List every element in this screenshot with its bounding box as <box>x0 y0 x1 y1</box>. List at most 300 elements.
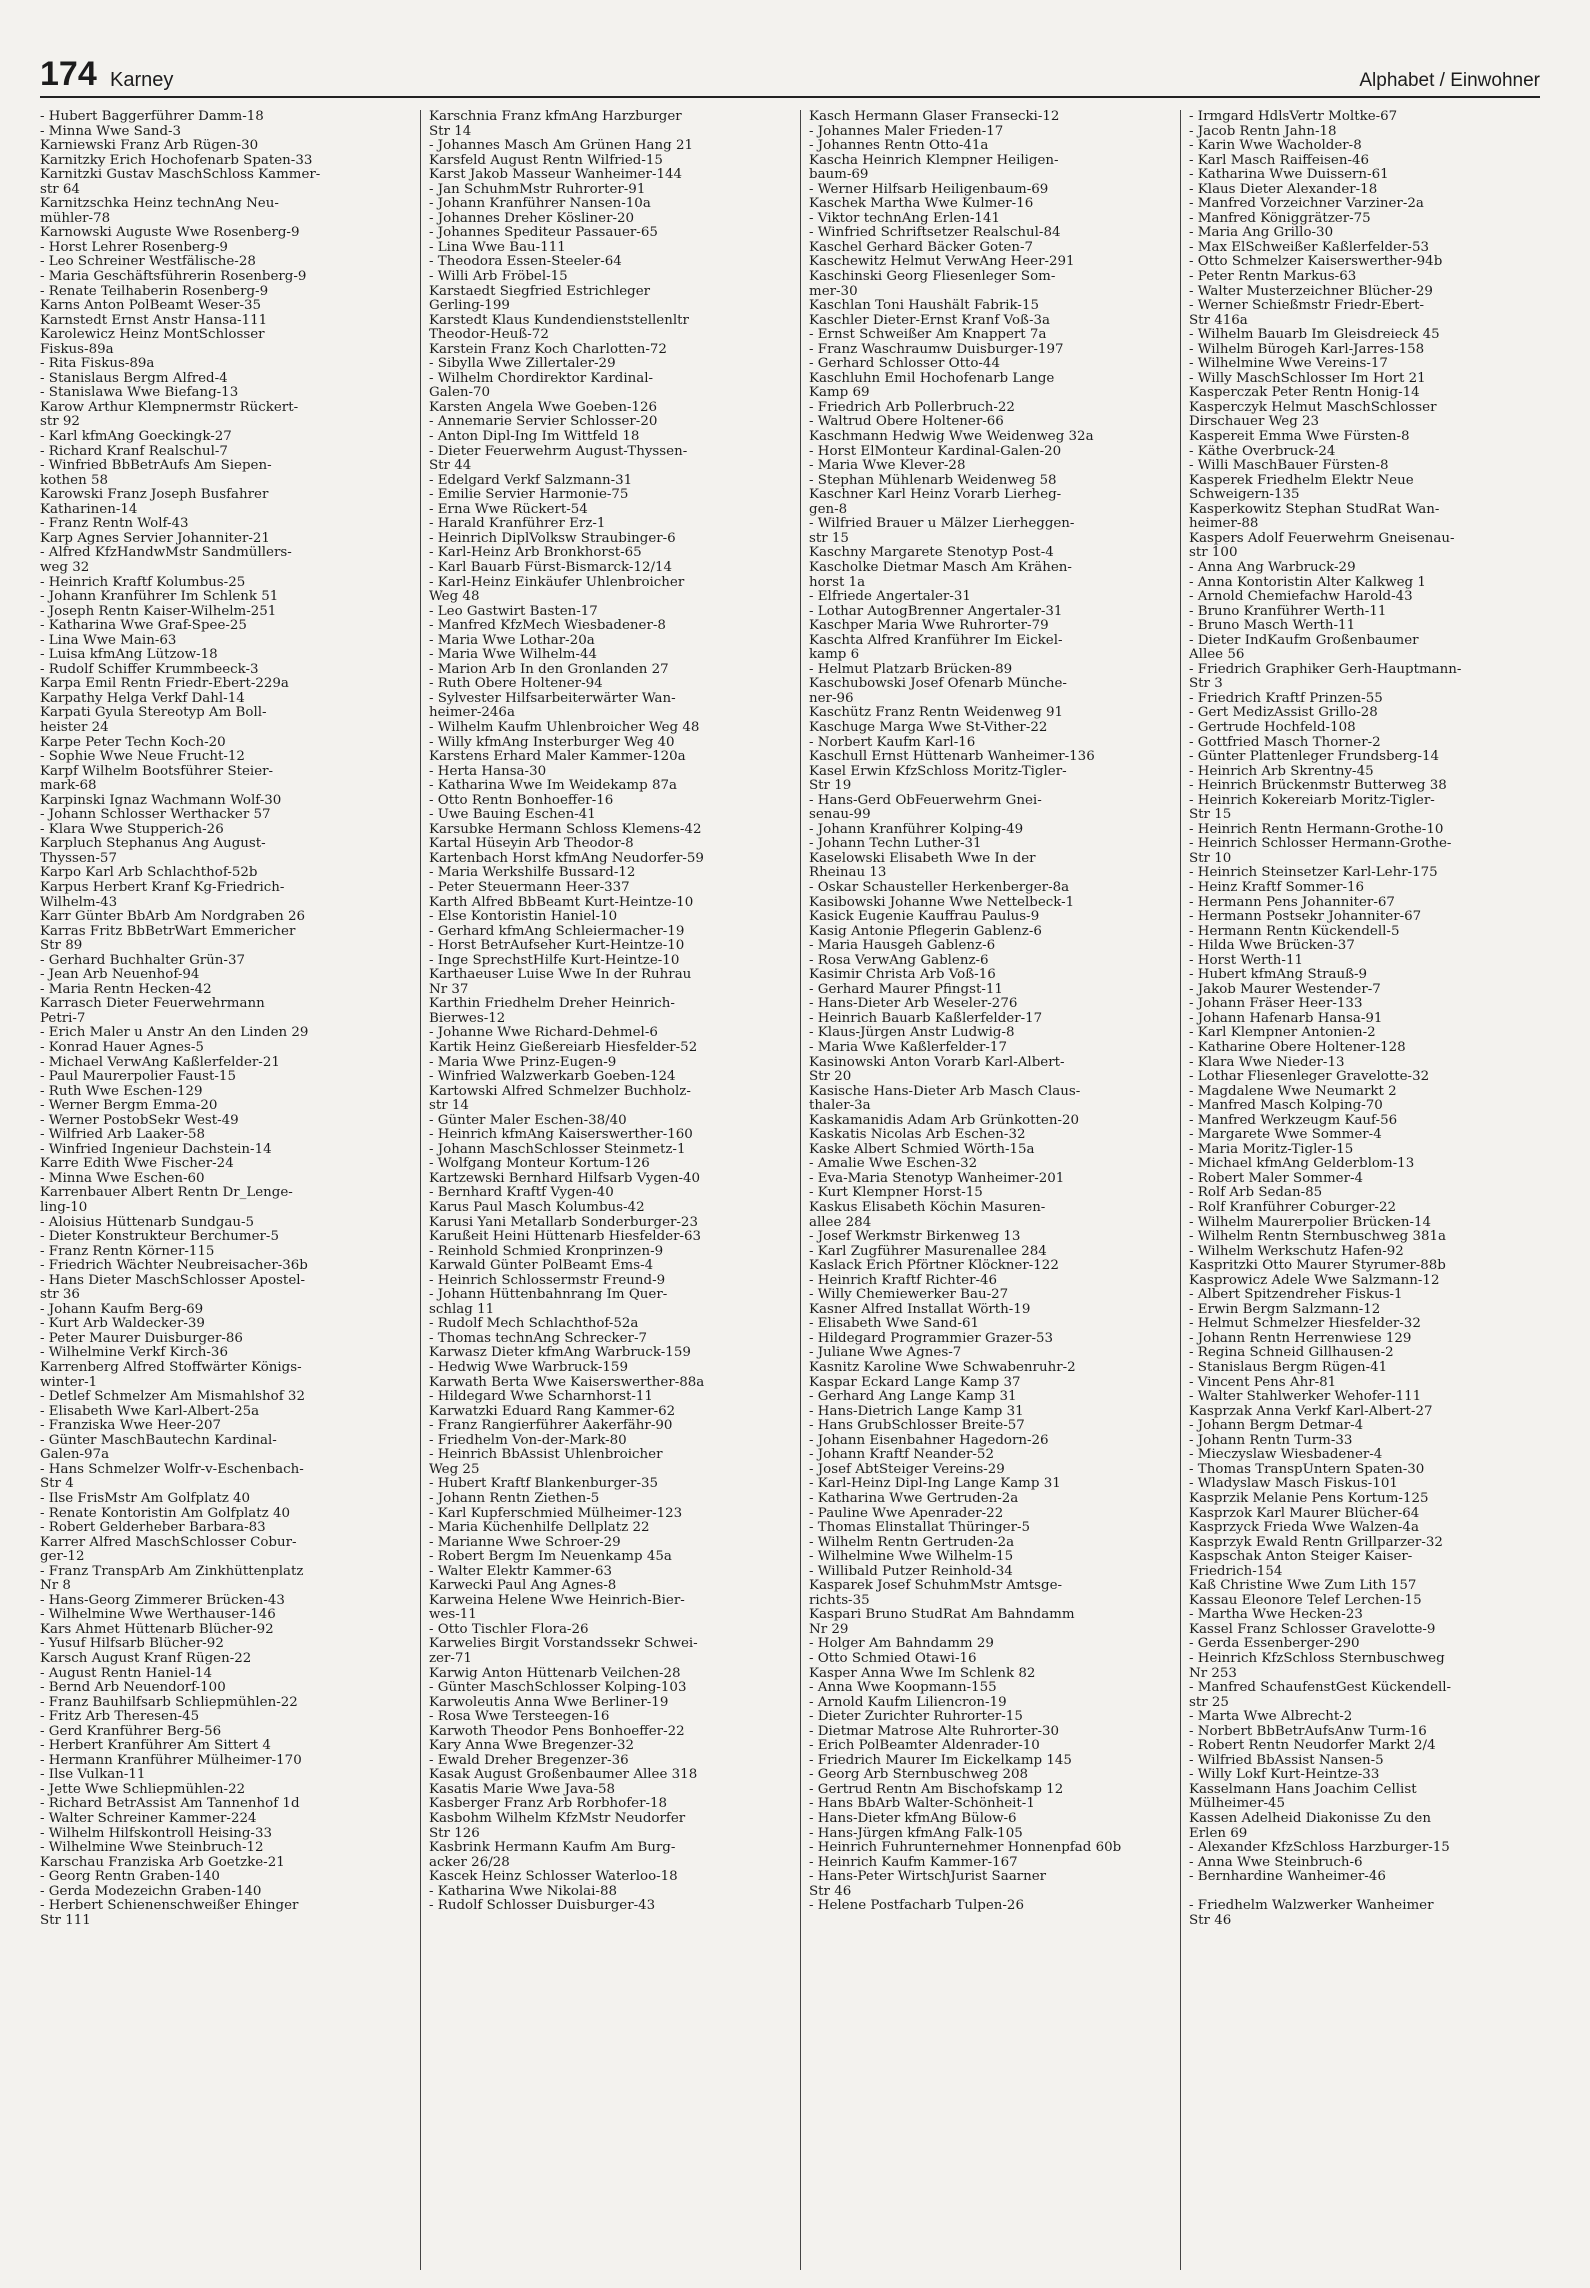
directory-entry: - Rudolf Schiffer Krummbeeck-3 <box>40 662 259 677</box>
directory-entry: - Johann Kraftf Neander-52 <box>809 1448 994 1463</box>
directory-entry: Karwasz Dieter kfmAng Warbruck-159 <box>429 1346 691 1361</box>
directory-entry: Karras Fritz BbBetrWart Emmericher <box>40 924 296 939</box>
directory-entry: Erlen 69 <box>1189 1826 1248 1841</box>
header-keyword: Karney <box>110 69 174 91</box>
directory-entry: - Gerhard Ang Lange Kamp 31 <box>809 1390 1017 1405</box>
directory-entry: Kaß Christine Wwe Zum Lith 157 <box>1189 1579 1417 1594</box>
directory-entry: Weg 48 <box>429 590 480 605</box>
directory-entry: - Albert Spitzendreher Fiskus-1 <box>1189 1288 1403 1303</box>
directory-entry: thaler-3a <box>809 1099 871 1114</box>
directory-entry: Karowski Franz Joseph Busfahrer <box>40 488 269 503</box>
directory-entry: str 100 <box>1189 546 1238 561</box>
directory-entry: - Richard Kranf Realschul-7 <box>40 444 228 459</box>
directory-entry: - Horst BetrAufseher Kurt-Heintze-10 <box>429 939 685 954</box>
directory-entry: - Waltrud Obere Holtener-66 <box>809 415 1004 430</box>
directory-entry: Karth Alfred BbBeamt Kurt-Heintze-10 <box>429 895 694 910</box>
directory-entry: Kaskus Elisabeth Köchin Masuren- <box>809 1201 1046 1216</box>
directory-entry: Str 126 <box>429 1826 480 1841</box>
directory-column-1 <box>40 110 400 2270</box>
directory-entry: - Marta Wwe Albrecht-2 <box>1189 1710 1353 1725</box>
directory-entry: kamp 6 <box>809 648 860 663</box>
directory-entry: - Wilhelmine Wwe Werthauser-146 <box>40 1608 276 1623</box>
directory-entry: - Franziska Wwe Heer-207 <box>40 1419 222 1434</box>
directory-entry: - Karl Klempner Antonien-2 <box>1189 1026 1376 1041</box>
directory-entry: Weg 25 <box>429 1462 480 1477</box>
directory-entry: Str 10 <box>1189 851 1232 866</box>
directory-entry: - Alfred KfzHandwMstr Sandmüllers- <box>40 546 292 561</box>
directory-entry: - Friedrich Wächter Neubreisacher-36b <box>40 1259 308 1274</box>
directory-entry: Schweigern-135 <box>1189 488 1300 503</box>
directory-entry: - Herta Hansa-30 <box>429 764 547 779</box>
directory-entry: - Johanne Wwe Richard-Dehmel-6 <box>429 1026 658 1041</box>
directory-entry: - Johann Bergm Detmar-4 <box>1189 1419 1364 1434</box>
directory-entry: Karr Günter BbArb Am Nordgraben 26 <box>40 910 306 925</box>
directory-entry: Karsfeld August Rentn Wilfried-15 <box>429 153 663 168</box>
directory-entry: Kaschubowski Josef Ofenarb Münche- <box>809 677 1067 692</box>
directory-entry: Katharinen-14 <box>40 502 138 517</box>
directory-column-3 <box>800 110 1169 2270</box>
directory-entry: - Gert MedizAssist Grillo-28 <box>1189 706 1378 721</box>
directory-entry: - Friedrich Maurer Im Eickelkamp 145 <box>809 1753 1072 1768</box>
directory-entry: Karwoth Theodor Pens Bonhoeffer-22 <box>429 1724 685 1739</box>
directory-entry: - Thomas Elinstallat Thüringer-5 <box>809 1521 1031 1536</box>
directory-entry: - Winfried BbBetrAufs Am Siepen- <box>40 459 272 474</box>
directory-column-4 <box>1180 110 1549 2270</box>
directory-entry: - Fritz Arb Theresen-45 <box>40 1710 200 1725</box>
directory-entry: Str 44 <box>429 459 472 474</box>
directory-entry: - Herbert Kranführer Am Sittert 4 <box>40 1739 271 1754</box>
directory-entry: Kaschütz Franz Rentn Weidenweg 91 <box>809 706 1064 721</box>
directory-entry: - Johannes Maler Frieden-17 <box>809 124 1004 139</box>
directory-entry: - Hans-Dieter Arb Weseler-276 <box>809 997 1018 1012</box>
directory-entry: - Inge SprechstHilfe Kurt-Heintze-10 <box>429 953 680 968</box>
directory-entry: - Peter Rentn Markus-63 <box>1189 270 1357 285</box>
directory-entry: - Helene Postfacharb Tulpen-26 <box>809 1899 1024 1914</box>
directory-entry: Kartenbach Horst kfmAng Neudorfer-59 <box>429 851 704 866</box>
directory-entry: Kaske Albert Schmied Wörth-15a <box>809 1142 1035 1157</box>
directory-entry: - Franz Rentn Wolf-43 <box>40 517 189 532</box>
directory-entry: Kaselowski Elisabeth Wwe In der <box>809 851 1036 866</box>
directory-entry: - Luisa kfmAng Lützow-18 <box>40 648 218 663</box>
directory-entry: - Wilhelm Hilfskontroll Heising-33 <box>40 1826 272 1841</box>
directory-entry: mer-30 <box>809 284 858 299</box>
directory-entry: - Johann Hüttenbahnrang Im Quer- <box>429 1288 668 1303</box>
directory-entry: - Wolfgang Monteur Kortum-126 <box>429 1157 650 1172</box>
directory-entry: - Lina Wwe Main-63 <box>40 633 177 648</box>
directory-entry: - Jette Wwe Schliepmühlen-22 <box>40 1782 246 1797</box>
directory-entry: Karnitzschka Heinz technAng Neu- <box>40 197 279 212</box>
directory-entry: - Walter Musterzeichner Blücher-29 <box>1189 284 1433 299</box>
directory-entry: - Rita Fiskus-89a <box>40 357 155 372</box>
directory-entry: Nr 253 <box>1189 1666 1237 1681</box>
directory-entry: - Horst Werth-11 <box>1189 953 1303 968</box>
directory-entry: - Robert Bergm Im Neuenkamp 45a <box>429 1550 672 1565</box>
directory-entry: - Max ElSchweißer Kaßlerfelder-53 <box>1189 240 1429 255</box>
directory-entry: senau-99 <box>809 808 871 823</box>
directory-entry: - Theodora Essen-Steeler-64 <box>429 255 622 270</box>
directory-entry: - Wilhelm Rentn Sternbuschweg 381a <box>1189 1230 1447 1245</box>
directory-entry: - Ruth Obere Holtener-94 <box>429 677 603 692</box>
directory-entry: - Manfred Vorzeichner Varziner-2a <box>1189 197 1424 212</box>
directory-entry: - Heinrich Bauarb Kaßlerfelder-17 <box>809 1011 1043 1026</box>
directory-entry: Kaschull Ernst Hüttenarb Wanheimer-136 <box>809 750 1095 765</box>
directory-entry: - Willi MaschBauer Fürsten-8 <box>1189 459 1389 474</box>
directory-entry: str 64 <box>40 182 80 197</box>
directory-entry: Nr 29 <box>809 1622 849 1637</box>
directory-entry: mark-68 <box>40 779 97 794</box>
directory-entry: - Hermann Rentn Kückendell-5 <box>1189 924 1400 939</box>
directory-entry: - Johannes Masch Am Grünen Hang 21 <box>429 139 693 154</box>
directory-entry: - Margarete Wwe Sommer-4 <box>1189 1128 1382 1143</box>
directory-entry: - Wilhelmine Wwe Steinbruch-12 <box>40 1841 264 1856</box>
directory-entry: - Johann Kranführer Kolping-49 <box>809 822 1024 837</box>
directory-entry: - Klara Wwe Nieder-13 <box>1189 1055 1345 1070</box>
directory-entry: Karthaeuser Luise Wwe In der Ruhrau <box>429 968 692 983</box>
directory-entry: - Marion Arb In den Gronlanden 27 <box>429 662 669 677</box>
directory-entry: - Maria Wwe Kaßlerfelder-17 <box>809 1041 1007 1055</box>
directory-entry: - Maria Werkshilfe Bussard-12 <box>429 866 636 881</box>
directory-entry: Karnstedt Ernst Anstr Hansa-111 <box>40 313 268 328</box>
directory-entry: - Michael VerwAng Kaßlerfelder-21 <box>40 1055 280 1070</box>
directory-entry: - Eva-Maria Stenotyp Wanheimer-201 <box>809 1171 1065 1186</box>
directory-entry: Bierwes-12 <box>429 1011 506 1026</box>
directory-entry: - Maria Wwe Klever-28 <box>809 459 966 474</box>
directory-entry: - Johann Techn Luther-31 <box>809 837 982 852</box>
directory-entry: - Hermann Kranführer Mülheimer-170 <box>40 1753 302 1768</box>
directory-entry: - Wilhelm Kaufm Uhlenbroicher Weg 48 <box>429 720 700 735</box>
directory-entry: Karwecki Paul Ang Agnes-8 <box>429 1579 617 1594</box>
page-number: 174 <box>40 55 97 93</box>
directory-entry: Kaspar Eckard Lange Kamp 37 <box>809 1375 1021 1390</box>
directory-entry: Kasner Alfred Installat Wörth-19 <box>809 1302 1031 1317</box>
directory-entry: Kaschek Martha Wwe Kulmer-16 <box>809 197 1034 212</box>
directory-entry: Karwald Günter PolBeamt Ems-4 <box>429 1259 654 1274</box>
directory-entry: - Dietmar Matrose Alte Ruhrorter-30 <box>809 1724 1060 1739</box>
directory-entry: - Stephan Mühlenarb Weidenweg 58 <box>809 473 1057 488</box>
directory-entry: - Wladyslaw Masch Fiskus-101 <box>1189 1477 1398 1492</box>
directory-entry: - Werner Schießmstr Friedr-Ebert- <box>1189 299 1425 314</box>
directory-entry: Karthin Friedhelm Dreher Heinrich- <box>429 997 675 1012</box>
directory-entry: - Jan SchuhmMstr Ruhrorter-91 <box>429 182 646 197</box>
directory-entry: - Norbert Kaufm Karl-16 <box>809 735 976 750</box>
directory-entry: - Maria Rentn Hecken-42 <box>40 982 212 997</box>
directory-entry: - Katharina Wwe Graf-Spee-25 <box>40 619 247 634</box>
directory-entry: Karusi Yani Metallarb Sonderburger-23 <box>429 1215 698 1230</box>
directory-entry: - Erich PolBeamter Aldenrader-10 <box>809 1739 1040 1754</box>
directory-entry: - Johannes Spediteur Passauer-65 <box>429 226 658 241</box>
directory-entry: Karow Arthur Klempnermstr Rückert- <box>40 400 299 415</box>
directory-entry: - Käthe Overbruck-24 <box>1189 444 1336 459</box>
directory-entry: - Winfried Walzwerkarb Goeben-124 <box>429 1070 676 1085</box>
directory-entry: - Walter Stahlwerker Wehofer-111 <box>1189 1390 1422 1405</box>
directory-entry: - Heinrich Schlosser Hermann-Grothe- <box>1189 837 1452 852</box>
directory-columns <box>40 110 1550 2270</box>
directory-entry: - Erna Wwe Rückert-54 <box>429 502 588 517</box>
directory-entry: - Maria Hausgeh Gablenz-6 <box>809 939 996 954</box>
directory-entry: Galen-70 <box>429 386 491 401</box>
directory-entry: Kasatis Marie Wwe Java-58 <box>429 1782 616 1797</box>
directory-entry: wes-11 <box>429 1608 477 1623</box>
directory-entry: Kasig Antonie Pflegerin Gablenz-6 <box>809 924 1042 939</box>
directory-entry: Karpathy Helga Verkf Dahl-14 <box>40 691 245 706</box>
directory-entry: Str 89 <box>40 939 83 954</box>
directory-entry: - Otto Rentn Bonhoeffer-16 <box>429 793 614 808</box>
directory-entry: Str 3 <box>1189 677 1223 692</box>
directory-entry: Karsubke Hermann Schloss Klemens-42 <box>429 822 702 837</box>
directory-entry: - Karl Kupferschmied Mülheimer-123 <box>429 1506 683 1521</box>
directory-entry: - Johannes Rentn Otto-41a <box>809 139 989 154</box>
directory-entry: - Heinrich BbAssist Uhlenbroicher <box>429 1448 663 1463</box>
directory-entry: Karpluch Stephanus Ang August- <box>40 837 266 852</box>
directory-entry: allee 284 <box>809 1215 872 1230</box>
directory-entry: - Heinrich Steinsetzer Karl-Lehr-175 <box>1189 866 1438 881</box>
directory-entry: - Wilhelmine Verkf Kirch-36 <box>40 1346 228 1361</box>
directory-entry: - Mieczyslaw Wiesbadener-4 <box>1189 1448 1383 1463</box>
directory-entry: - Hilda Wwe Brücken-37 <box>1189 939 1355 954</box>
directory-entry: - Peter Steuermann Heer-337 <box>429 880 630 895</box>
directory-entry: - Minna Wwe Sand-3 <box>40 124 182 139</box>
directory-entry: - Lothar Fliesenleger Gravelotte-32 <box>1189 1070 1430 1085</box>
directory-entry: - Hubert Baggerführer Damm-18 <box>40 110 264 124</box>
directory-entry: - Irmgard HdlsVertr Moltke-67 <box>1189 110 1398 124</box>
directory-entry: schlag 11 <box>429 1302 495 1317</box>
directory-entry: Kaslack Erich Pförtner Klöckner-122 <box>809 1259 1059 1274</box>
directory-entry: Str 46 <box>1189 1913 1232 1928</box>
directory-entry: - Hans GrubSchlosser Breite-57 <box>809 1419 1025 1434</box>
directory-entry: - Günter MaschSchlosser Kolping-103 <box>429 1681 687 1696</box>
directory-entry: - Werner Bergm Emma-20 <box>40 1099 218 1114</box>
directory-entry: - Michael kfmAng Gelderblom-13 <box>1189 1157 1415 1172</box>
directory-entry: - Wilfried BbAssist Nansen-5 <box>1189 1753 1384 1768</box>
directory-entry: - Holger Am Bahndamm 29 <box>809 1637 994 1652</box>
directory-entry: Karstens Erhard Maler Kammer-120a <box>429 750 686 765</box>
directory-entry: - Katharina Wwe Nikolai-88 <box>429 1884 617 1899</box>
directory-entry: - Sylvester Hilfsarbeiterwärter Wan- <box>429 691 676 706</box>
directory-entry: Kary Anna Wwe Bregenzer-32 <box>429 1739 635 1754</box>
directory-entry: - Hildegard Programmier Grazer-53 <box>809 1331 1054 1346</box>
directory-entry: - Elisabeth Wwe Karl-Albert-25a <box>40 1404 260 1419</box>
directory-entry: Rheinau 13 <box>809 866 887 881</box>
directory-entry: - Johann Rentn Turm-33 <box>1189 1433 1353 1448</box>
directory-entry: - Helmut Platzarb Brücken-89 <box>809 662 1013 677</box>
directory-entry: Karsch August Kranf Rügen-22 <box>40 1651 252 1666</box>
directory-entry: Kasparek Josef SchuhmMstr Amtsge- <box>809 1579 1063 1594</box>
directory-entry: - Emilie Servier Harmonie-75 <box>429 488 629 503</box>
directory-entry: - Leo Schreiner Westfälische-28 <box>40 255 256 270</box>
directory-entry: Kaschewitz Helmut VerwAng Heer-291 <box>809 255 1075 270</box>
directory-entry: - Lothar AutogBrenner Angertaler-31 <box>809 604 1063 619</box>
directory-entry: - Friedhelm Walzwerker Wanheimer <box>1189 1899 1434 1914</box>
directory-entry: heimer-246a <box>429 706 515 721</box>
directory-entry: Str 4 <box>40 1477 74 1492</box>
directory-entry: - Rosa Wwe Tersteegen-16 <box>429 1710 610 1725</box>
directory-entry: - Bernhard Kraftf Vygen-40 <box>429 1186 614 1201</box>
directory-entry: heimer-88 <box>1189 517 1259 532</box>
directory-entry: - Hildegard Wwe Scharnhorst-11 <box>429 1390 653 1405</box>
directory-entry: - Wilhelm Rentn Gertruden-2a <box>809 1535 1015 1550</box>
directory-entry: - Johann Kranführer Im Schlenk 51 <box>40 590 279 605</box>
directory-entry: str 25 <box>1189 1695 1229 1710</box>
directory-entry: ger-12 <box>40 1550 85 1565</box>
directory-entry: - Johann Rentn Ziethen-5 <box>429 1491 600 1506</box>
directory-entry: - Gerda Modezeichn Graben-140 <box>40 1884 262 1899</box>
directory-entry: - Dieter Zurichter Ruhrorter-15 <box>809 1710 1023 1725</box>
directory-entry: - Anna Kontoristin Alter Kalkweg 1 <box>1189 575 1426 590</box>
directory-entry: Kaspers Adolf Feuerwehrm Gneisenau- <box>1189 531 1455 546</box>
directory-entry: - Viktor technAng Erlen-141 <box>809 211 1000 226</box>
directory-entry: - Wilhelm Werkschutz Hafen-92 <box>1189 1244 1404 1259</box>
directory-entry: Str 111 <box>40 1913 91 1928</box>
directory-entry: Kascholke Dietmar Masch Am Krähen- <box>809 560 1072 575</box>
directory-entry: ling-10 <box>40 1201 88 1216</box>
directory-entry: gen-8 <box>809 502 848 517</box>
directory-entry: - Robert Maler Sommer-4 <box>1189 1171 1364 1186</box>
directory-entry: Kascha Heinrich Klempner Heiligen- <box>809 153 1059 168</box>
directory-entry: Mülheimer-45 <box>1189 1797 1286 1812</box>
directory-entry: - Arnold Chemiefachw Harold-43 <box>1189 590 1413 605</box>
directory-entry: Karrer Alfred MaschSchlosser Cobur- <box>40 1535 297 1550</box>
directory-entry: Kaschler Dieter-Ernst Kranf Voß-3a <box>809 313 1051 328</box>
directory-entry: mühler-78 <box>40 211 111 226</box>
directory-entry: - Franz TranspArb Am Zinkhüttenplatz <box>40 1564 304 1579</box>
directory-entry: - Georg Arb Sternbuschweg 208 <box>809 1768 1029 1783</box>
directory-entry: Kasak August Großenbaumer Allee 318 <box>429 1768 698 1783</box>
directory-entry: Kartzewski Bernhard Hilfsarb Vygen-40 <box>429 1171 701 1186</box>
directory-entry: - Johann Kaufm Berg-69 <box>40 1302 204 1317</box>
directory-entry: richts-35 <box>809 1593 870 1608</box>
directory-entry: - Willy MaschSchlosser Im Hort 21 <box>1189 371 1426 386</box>
directory-entry: - Willy Lokf Kurt-Heintze-33 <box>1189 1768 1380 1783</box>
directory-entry: - Pauline Wwe Apenrader-22 <box>809 1506 1004 1521</box>
directory-entry: - Wilhelm Bürogeh Karl-Jarres-158 <box>1189 342 1425 357</box>
directory-entry: - Vincent Pens Ahr-81 <box>1189 1375 1337 1390</box>
directory-entry: - Wilfried Brauer u Mälzer Lierheggen- <box>809 517 1075 532</box>
directory-entry: - Johann Schlosser Werthacker 57 <box>40 808 271 823</box>
directory-entry: - Alexander KfzSchloss Harzburger-15 <box>1189 1841 1450 1856</box>
directory-entry: - Gerhard Buchhalter Grün-37 <box>40 953 245 968</box>
directory-entry: Kaschta Alfred Kranführer Im Eickel- <box>809 633 1063 648</box>
directory-entry: - Katharina Wwe Im Weidekamp 87a <box>429 779 677 794</box>
directory-entry: - Klara Wwe Stupperich-26 <box>40 822 224 837</box>
directory-entry: Kasprzok Karl Maurer Blücher-64 <box>1189 1506 1420 1521</box>
directory-entry: Dirschauer Weg 23 <box>1189 415 1320 430</box>
directory-entry: Karschnia Franz kfmAng Harzburger <box>429 110 682 124</box>
directory-entry: - Walter Schreiner Kammer-224 <box>40 1811 257 1826</box>
directory-entry: Kassel Franz Schlosser Gravelotte-9 <box>1189 1622 1436 1637</box>
directory-entry: - Hans-Dieter kfmAng Bülow-6 <box>809 1811 1017 1826</box>
directory-entry: - Franz Waschraumw Duisburger-197 <box>809 342 1064 357</box>
directory-entry: - Hubert kfmAng Strauß-9 <box>1189 968 1368 983</box>
directory-entry: Karpf Wilhelm Bootsführer Steier- <box>40 764 274 779</box>
directory-entry: - Lina Wwe Bau-111 <box>429 240 566 255</box>
directory-entry <box>1189 1885 1549 1900</box>
directory-entry: Galen-97a <box>40 1448 110 1463</box>
directory-entry: - Heinrich Rentn Hermann-Grothe-10 <box>1189 822 1444 837</box>
directory-entry: - Jean Arb Neuenhof-94 <box>40 968 200 983</box>
directory-entry: weg 32 <box>40 560 90 575</box>
directory-entry: - Bernd Arb Neuendorf-100 <box>40 1681 226 1696</box>
directory-entry: - Friedrich Graphiker Gerh-Hauptmann- <box>1189 662 1462 677</box>
directory-entry: Kasprzak Anna Verkf Karl-Albert-27 <box>1189 1404 1433 1419</box>
directory-entry: Friedrich-154 <box>1189 1564 1283 1579</box>
directory-entry: - Herbert Schienenschweißer Ehinger <box>40 1899 299 1914</box>
directory-entry: - Kurt Arb Waldecker-39 <box>40 1317 205 1332</box>
directory-entry: - Katharina Wwe Duissern-61 <box>1189 168 1389 183</box>
directory-entry: - Gerhard kfmAng Schleiermacher-19 <box>429 924 685 939</box>
directory-entry: - Erich Maler u Anstr An den Linden 29 <box>40 1026 309 1041</box>
directory-entry: - Rudolf Mech Schlachthof-52a <box>429 1317 639 1332</box>
directory-entry: - Peter Maurer Duisburger-86 <box>40 1331 243 1346</box>
directory-entry: - Rudolf Schlosser Duisburger-43 <box>429 1899 656 1914</box>
directory-entry: Kascek Heinz Schlosser Waterloo-18 <box>429 1870 678 1885</box>
directory-entry: - Maria Moritz-Tigler-15 <box>1189 1142 1354 1157</box>
directory-entry: - Ilse Vulkan-11 <box>40 1768 146 1783</box>
directory-entry: Kassau Eleonore Telef Lerchen-15 <box>1189 1593 1422 1608</box>
directory-entry: Kaschluhn Emil Hochofenarb Lange <box>809 371 1055 386</box>
directory-entry: Nr 8 <box>40 1579 71 1594</box>
directory-entry: Kasische Hans-Dieter Arb Masch Claus- <box>809 1084 1081 1099</box>
directory-entry: Karwatzki Eduard Rang Kammer-62 <box>429 1404 676 1419</box>
directory-entry: Karus Paul Masch Kolumbus-42 <box>429 1201 645 1216</box>
directory-entry: Kasick Eugenie Kauffrau Paulus-9 <box>809 910 1040 925</box>
directory-entry: - Wilfried Arb Laaker-58 <box>40 1128 206 1143</box>
directory-entry: Kasper Anna Wwe Im Schlenk 82 <box>809 1666 1036 1681</box>
directory-entry: - Günter MaschBautechn Kardinal- <box>40 1433 277 1448</box>
directory-entry: - Renate Teilhaberin Rosenberg-9 <box>40 284 269 299</box>
directory-entry: winter-1 <box>40 1375 98 1390</box>
directory-entry: Karpinski Ignaz Wachmann Wolf-30 <box>40 793 282 808</box>
directory-entry: Kasprowicz Adele Wwe Salzmann-12 <box>1189 1273 1440 1288</box>
directory-entry: - Annemarie Servier Schlosser-20 <box>429 415 658 430</box>
directory-entry: - Jacob Rentn Jahn-18 <box>1189 124 1337 139</box>
directory-entry: str 92 <box>40 415 80 430</box>
directory-entry: - Elisabeth Wwe Sand-61 <box>809 1317 980 1332</box>
directory-entry: Nr 37 <box>429 982 469 997</box>
directory-entry: - Winfried Schriftsetzer Realschul-84 <box>809 226 1061 241</box>
directory-entry: - Johann Kranführer Nansen-10a <box>429 197 651 212</box>
directory-entry: - Juliane Wwe Agnes-7 <box>809 1346 962 1361</box>
directory-entry: - Manfred KfzMech Wiesbadener-8 <box>429 619 666 634</box>
directory-entry: - Johann Eisenbahner Hagedorn-26 <box>809 1433 1049 1448</box>
directory-entry: Kaschinski Georg Fliesenleger Som- <box>809 270 1056 285</box>
directory-entry: - Joseph Rentn Kaiser-Wilhelm-251 <box>40 604 277 619</box>
directory-entry: - Robert Rentn Neudorfer Markt 2/4 <box>1189 1739 1436 1754</box>
directory-entry: Karrenberg Alfred Stoffwärter Königs- <box>40 1361 302 1376</box>
directory-entry: Karstedt Klaus Kundendienststellenltr <box>429 313 689 328</box>
directory-entry: - Reinhold Schmied Kronprinzen-9 <box>429 1244 664 1259</box>
directory-entry: - Gottfried Masch Thorner-2 <box>1189 735 1381 750</box>
directory-entry: - Dieter IndKaufm Großenbaumer <box>1189 633 1419 648</box>
directory-column-2 <box>420 110 789 2270</box>
directory-entry: Kasch Hermann Glaser Fransecki-12 <box>809 110 1060 124</box>
directory-entry: - Hans-Georg Zimmerer Brücken-43 <box>40 1593 285 1608</box>
directory-entry: - Aloisius Hüttenarb Sundgau-5 <box>40 1215 255 1230</box>
directory-entry: Kaschny Margarete Stenotyp Post-4 <box>809 546 1054 561</box>
directory-entry: Karwoleutis Anna Wwe Berliner-19 <box>429 1695 669 1710</box>
directory-entry: - Maria Geschäftsführerin Rosenberg-9 <box>40 270 307 285</box>
directory-entry: Kasprzik Melanie Pens Kortum-125 <box>1189 1491 1429 1506</box>
directory-entry: Kaskamanidis Adam Arb Grünkotten-20 <box>809 1113 1080 1128</box>
directory-entry: - Manfred Masch Kolping-70 <box>1189 1099 1383 1114</box>
directory-entry: - Werner Hilfsarb Heiligenbaum-69 <box>809 182 1049 197</box>
directory-entry: - Heinrich Schlossermstr Freund-9 <box>429 1273 666 1288</box>
directory-entry: - Günter Maler Eschen-38/40 <box>429 1113 627 1128</box>
directory-entry: - Wilhelm Bauarb Im Gleisdreieck 45 <box>1189 328 1440 343</box>
directory-entry: - Bernhardine Wanheimer-46 <box>1189 1870 1386 1885</box>
directory-entry: - Maria Ang Grillo-30 <box>1189 226 1334 241</box>
directory-entry: - Gerd Kranführer Berg-56 <box>40 1724 222 1739</box>
directory-entry: - Willy Chemiewerker Bau-27 <box>809 1288 1009 1303</box>
